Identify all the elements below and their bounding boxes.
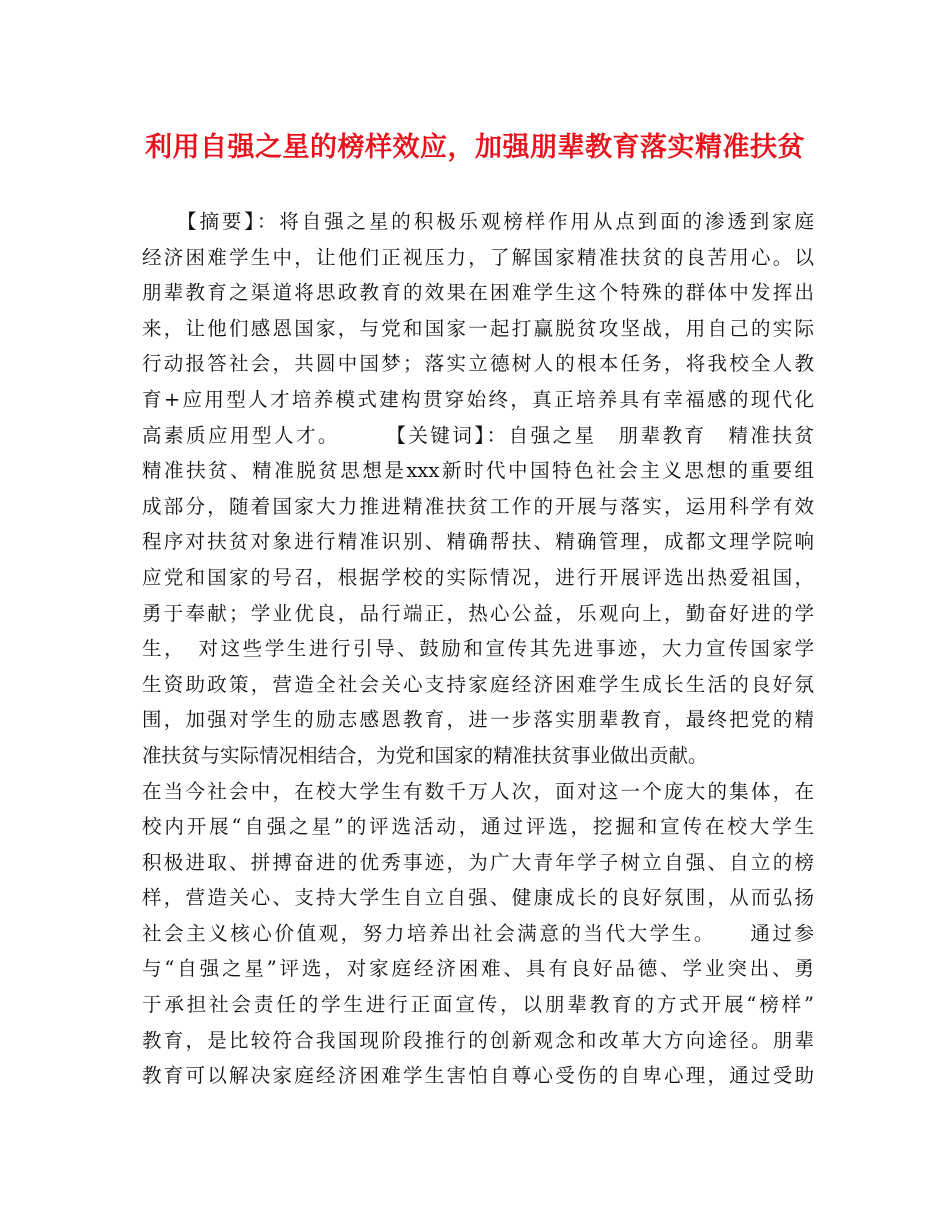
body-text-line: 经济困难学生中，让他们正视压力，了解国家精准扶贫的良苦用心。以 <box>142 245 814 269</box>
body-text-line: 精准扶贫、精准脱贫思想是xxx新时代中国特色社会主义思想的重要组 <box>142 459 814 483</box>
body-text-line: 准扶贫与实际情况相结合，为党和国家的精准扶贫事业做出贡献。 <box>142 743 708 767</box>
body-text-line: 生， 对这些学生进行引导、鼓励和宣传其先进事迹，大力宣传国家学 <box>142 637 814 661</box>
body-text-line: 于承担社会责任的学生进行正面宣传，以朋辈教育的方式开展“榜样” <box>142 993 814 1017</box>
document-body <box>142 204 814 1094</box>
body-text-line: 教育可以解决家庭经济困难学生害怕自尊心受伤的自卑心理，通过受助 <box>142 1064 814 1088</box>
body-text-line: 朋辈教育之渠道将思政教育的效果在困难学生这个特殊的群体中发挥出 <box>142 281 814 305</box>
body-text-line: 高素质应用型人才。 【关键词】：自强之星 朋辈教育 精准扶贫 <box>142 423 814 447</box>
body-text-line: 行动报答社会，共圆中国梦；落实立德树人的根本任务，将我校全人教 <box>142 352 814 376</box>
body-text-line: 来，让他们感恩国家，与党和国家一起打赢脱贫攻坚战，用自己的实际 <box>142 316 814 340</box>
body-text-line: 勇于奉献；学业优良，品行端正，热心公益，乐观向上，勤奋好进的学 <box>142 601 814 625</box>
body-text-line: 与“自强之星”评选，对家庭经济困难、具有良好品德、学业突出、勇 <box>142 957 814 981</box>
body-text-line: 在当今社会中，在校大学生有数千万人次，面对这一个庞大的集体，在 <box>142 779 814 803</box>
body-text-line: 程序对扶贫对象进行精准识别、精确帮扶、精确管理，成都文理学院响 <box>142 530 814 554</box>
body-text-line: 教育，是比较符合我国现阶段推行的创新观念和改革大方向途径。朋辈 <box>142 1028 814 1052</box>
body-text-line: 生资助政策，营造全社会关心支持家庭经济困难学生成长生活的良好氛 <box>142 672 814 696</box>
body-text-line: 积极进取、拼搏奋进的优秀事迹，为广大青年学子树立自强、自立的榜 <box>142 850 814 874</box>
document-title: 利用自强之星的榜样效应，加强朋辈教育落实精准扶贫 <box>145 132 805 163</box>
body-text-line: 社会主义核心价值观，努力培养出社会满意的当代大学生。 通过参 <box>142 921 814 945</box>
body-text-line: 样，营造关心、支持大学生自立自强、健康成长的良好氛围，从而弘扬 <box>142 886 814 910</box>
body-text-line: 校内开展“自强之星”的评选活动，通过评选，挖掘和宣传在校大学生 <box>142 815 814 839</box>
body-text-line: 成部分，随着国家大力推进精准扶贫工作的开展与落实，运用科学有效 <box>142 494 814 518</box>
body-text-line: 应党和国家的号召，根据学校的实际情况，进行开展评选出热爱祖国， <box>142 565 814 589</box>
body-text-line: 育+应用型人才培养模式建构贯穿始终，真正培养具有幸福感的现代化 <box>142 387 814 411</box>
body-text-line: 围，加强对学生的励志感恩教育，进一步落实朋辈教育，最终把党的精 <box>142 708 814 732</box>
body-text-line: 【摘要】：将自强之星的积极乐观榜样作用从点到面的渗透到家庭 <box>142 210 814 233</box>
